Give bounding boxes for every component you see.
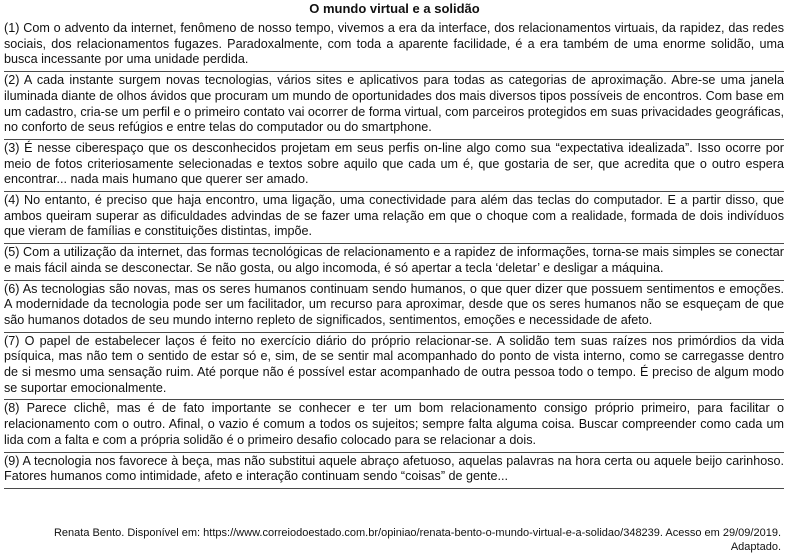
document-title: O mundo virtual e a solidão: [309, 1, 480, 16]
source-citation: Renata Bento. Disponível em: https://www.correiodoestado.com.br/opiniao/renata-bento-o-mundo-virtual-e-a-solidao/348239. Acesso em 29/09/2019. Adaptado.: [53, 527, 781, 553]
paragraph-5: (5) Com a utilização da internet, das formas tecnológicas de relacionamento e a rapidez de informações, torna-se mais simples se conectar e mais fácil ainda se desconectar. Se não gosta, ou algo incomoda, é só apertar a tecla ‘deletar’ e desligar a máquina.: [4, 244, 784, 280]
paragraph-1: (1) Com o advento da internet, fenômeno de nosso tempo, vivemos a era da interface, dos relacionamentos virtuais, da rapidez, das redes sociais, dos relacionamentos fugazes. Paradoxalmente, com toda a aparente facilidade, é a era também de uma enorme solidão, uma busca incessante por uma unidade perdida.: [4, 20, 784, 72]
paragraph-2: (2) A cada instante surgem novas tecnologias, vários sites e aplicativos para todas as categorias de aproximação. Abre-se uma janela iluminada diante de olhos ávidos que procuram um mundo de oportunidades dos mais diversos tipos possíveis de encontros. Com base em um cadastro, cria-se um perfil e o primeiro contato vai ocorrer de forma virtual, com parceiros protegidos em suas privacidades geográficas, no conforto de seus refúgios e entre telas do computador ou do smartphone.: [4, 72, 784, 140]
paragraph-8: (8) Parece clichê, mas é de fato importante se conhecer e ter um bom relacionamento consigo próprio primeiro, para facilitar o relacionamento com o outro. Afinal, o vazio é comum a todos os sujeitos; sempre falta alguma coisa. Buscar compreender como cada um lida com a falta e com a própria solidão é o primeiro desafio colocado para se relacionar a dois.: [4, 400, 784, 452]
paragraph-6: (6) As tecnologias são novas, mas os seres humanos continuam sendo humanos, o que quer dizer que possuem sentimentos e emoções. A modernidade da tecnologia pode ser um facilitador, um recurso para aproximar, desde que os seres humanos não se esqueçam de que são humanos dotados de seu mundo interno repleto de significados, sentimentos, emoções e necessidade de afeto.: [4, 281, 784, 333]
paragraph-3: (3) É nesse ciberespaço que os desconhecidos projetam em seus perfis on-line algo como sua “expectativa idealizada”. Isso ocorre por meio de fotos criteriosamente selecionadas e textos sobre aquilo que cada um é, que gostaria de ser, que acredita que o outro espera encontrar... nada mais humano que querer ser amado.: [4, 140, 784, 192]
paragraph-4: (4) No entanto, é preciso que haja encontro, uma ligação, uma conectividade para além das teclas do computador. E a partir disso, que ambos queiram superar as dificuldades advindas de se fazer uma relação em que o choque com a realidade, formada de dois indivíduos que vieram de famílias e constituições distintas, impõe.: [4, 192, 784, 244]
paragraph-7: (7) O papel de estabelecer laços é feito no exercício diário do próprio relacionar-se. A solidão tem suas raízes nos primórdios da vida psíquica, mas não tem o sentido de estar só e, sim, de se sentir mal acompanhado do ponto de vista interno, como se carregasse dentro de si mesmo uma sensação ruim. Até porque não é possível estar acompanhado de outra pessoa todo o tempo. É preciso de algum modo se suportar emocionalmente.: [4, 333, 784, 401]
paragraph-9: (9) A tecnologia nos favorece à beça, mas não substitui aquele abraço afetuoso, aquelas palavras na hora certa ou aquele beijo carinhoso. Fatores humanos como intimidade, afeto e interação continuam sendo “coisas” de gente...: [4, 453, 784, 489]
article-body: [4, 20, 784, 489]
